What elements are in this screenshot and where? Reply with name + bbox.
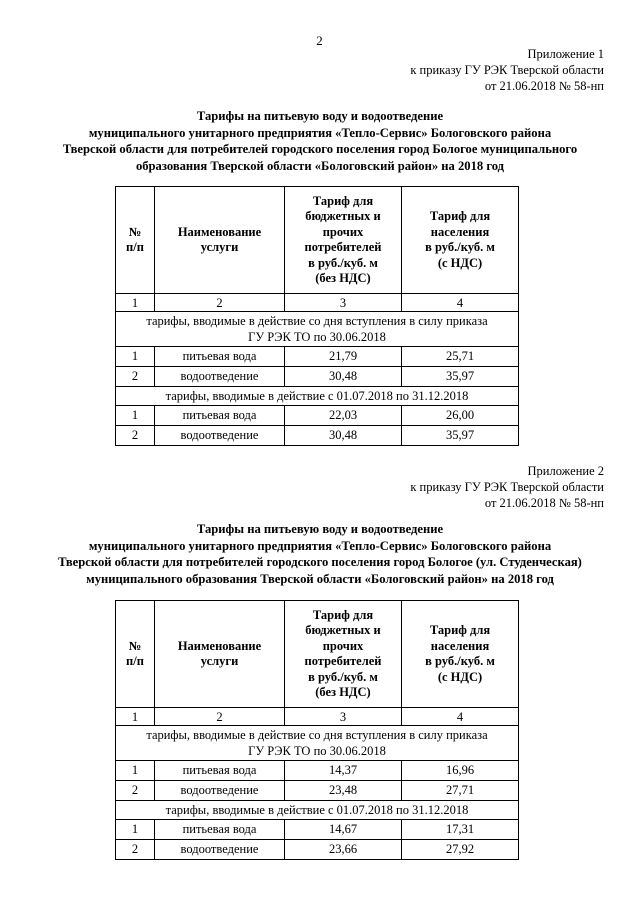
row-num: 2	[116, 840, 155, 860]
row-budget-tariff: 30,48	[285, 426, 402, 446]
row-service: водоотведение	[155, 840, 285, 860]
table-row	[116, 347, 519, 367]
table-row	[116, 761, 519, 781]
column-number: 2	[155, 294, 285, 312]
tariff-table-2	[115, 600, 519, 860]
row-num: 2	[116, 781, 155, 801]
title-line: образования Тверской области «Бологовский район» на 2018 год	[135, 158, 505, 173]
row-population-tariff: 16,96	[402, 761, 519, 781]
title-line: муниципального унитарного предприятия «Тепло-Сервис» Бологовского района	[88, 125, 552, 140]
appendix-1-header	[410, 46, 604, 94]
period-row	[116, 312, 519, 347]
header-num: № п/п	[116, 601, 155, 708]
column-number: 1	[116, 294, 155, 312]
title-line: Тверской области для потребителей городского поселения город Бологое (ул. Студенческая)	[58, 555, 582, 569]
period-row	[116, 726, 519, 761]
title-line: Тверской области для потребителей городского поселения город Бологое муниципального	[62, 142, 578, 156]
row-population-tariff: 27,71	[402, 781, 519, 801]
period-label: тарифы, вводимые в действие со дня вступления в силу приказа ГУ РЭК ТО по 30.06.2018	[116, 312, 519, 347]
row-population-tariff: 35,97	[402, 426, 519, 446]
row-budget-tariff: 14,37	[285, 761, 402, 781]
appendix-title: Приложение 2	[527, 464, 604, 478]
row-population-tariff: 26,00	[402, 406, 519, 426]
row-num: 1	[116, 406, 155, 426]
appendix-2-header	[410, 463, 604, 511]
header-service-name: Наименование услуги	[155, 187, 285, 294]
column-number: 4	[402, 294, 519, 312]
row-budget-tariff: 22,03	[285, 406, 402, 426]
row-population-tariff: 17,31	[402, 820, 519, 840]
table-row	[116, 367, 519, 387]
appendix-order-date: от 21.06.2018 № 58-нп	[484, 496, 604, 510]
table-row	[116, 820, 519, 840]
title-line: муниципального унитарного предприятия «Тепло-Сервис» Бологовского района	[88, 538, 552, 553]
document-title-1	[40, 108, 600, 174]
appendix-order-ref: к приказу ГУ РЭК Тверской области	[410, 63, 604, 77]
row-budget-tariff: 14,67	[285, 820, 402, 840]
row-budget-tariff: 30,48	[285, 367, 402, 387]
tariff-table-1	[115, 186, 519, 446]
row-num: 1	[116, 820, 155, 840]
period-row	[116, 387, 519, 406]
header-num: № п/п	[116, 187, 155, 294]
table-header-row	[116, 187, 519, 294]
row-service: питьевая вода	[155, 347, 285, 367]
column-number: 3	[285, 708, 402, 726]
row-budget-tariff: 23,66	[285, 840, 402, 860]
appendix-order-ref: к приказу ГУ РЭК Тверской области	[410, 480, 604, 494]
column-number: 3	[285, 294, 402, 312]
row-population-tariff: 35,97	[402, 367, 519, 387]
column-number: 4	[402, 708, 519, 726]
row-num: 2	[116, 367, 155, 387]
row-num: 1	[116, 347, 155, 367]
period-label: тарифы, вводимые в действие с 01.07.2018 по 31.12.2018	[116, 387, 519, 406]
table-row	[116, 406, 519, 426]
row-num: 2	[116, 426, 155, 446]
table-row	[116, 426, 519, 446]
column-number-row	[116, 708, 519, 726]
row-population-tariff: 27,92	[402, 840, 519, 860]
document-title-2	[40, 521, 600, 587]
header-budget-tariff: Тариф для бюджетных и прочих потребителей в руб./куб. м (без НДС)	[285, 187, 402, 294]
header-population-tariff: Тариф для населения в руб./куб. м (с НДС)	[402, 187, 519, 294]
header-population-tariff: Тариф для населения в руб./куб. м (с НДС)	[402, 601, 519, 708]
row-population-tariff: 25,71	[402, 347, 519, 367]
row-service: водоотведение	[155, 367, 285, 387]
row-service: водоотведение	[155, 426, 285, 446]
header-service-name: Наименование услуги	[155, 601, 285, 708]
page-number: 2	[316, 33, 323, 48]
column-number: 2	[155, 708, 285, 726]
appendix-order-date: от 21.06.2018 № 58-нп	[484, 79, 604, 93]
row-budget-tariff: 23,48	[285, 781, 402, 801]
table-header-row	[116, 601, 519, 708]
period-label: тарифы, вводимые в действие со дня вступления в силу приказа ГУ РЭК ТО по 30.06.2018	[116, 726, 519, 761]
column-number-row	[116, 294, 519, 312]
row-num: 1	[116, 761, 155, 781]
title-line: Тарифы на питьевую воду и водоотведение	[196, 522, 444, 536]
table-row	[116, 781, 519, 801]
period-label: тарифы, вводимые в действие с 01.07.2018 по 31.12.2018	[116, 801, 519, 820]
title-line: муниципального образования Тверской области «Бологовский район» на 2018 год	[86, 571, 554, 586]
row-service: питьевая вода	[155, 820, 285, 840]
row-service: питьевая вода	[155, 406, 285, 426]
table-row	[116, 840, 519, 860]
column-number: 1	[116, 708, 155, 726]
row-budget-tariff: 21,79	[285, 347, 402, 367]
header-budget-tariff: Тариф для бюджетных и прочих потребителей в руб./куб. м (без НДС)	[285, 601, 402, 708]
row-service: водоотведение	[155, 781, 285, 801]
appendix-title: Приложение 1	[527, 47, 604, 61]
title-line: Тарифы на питьевую воду и водоотведение	[196, 109, 444, 123]
period-row	[116, 801, 519, 820]
row-service: питьевая вода	[155, 761, 285, 781]
